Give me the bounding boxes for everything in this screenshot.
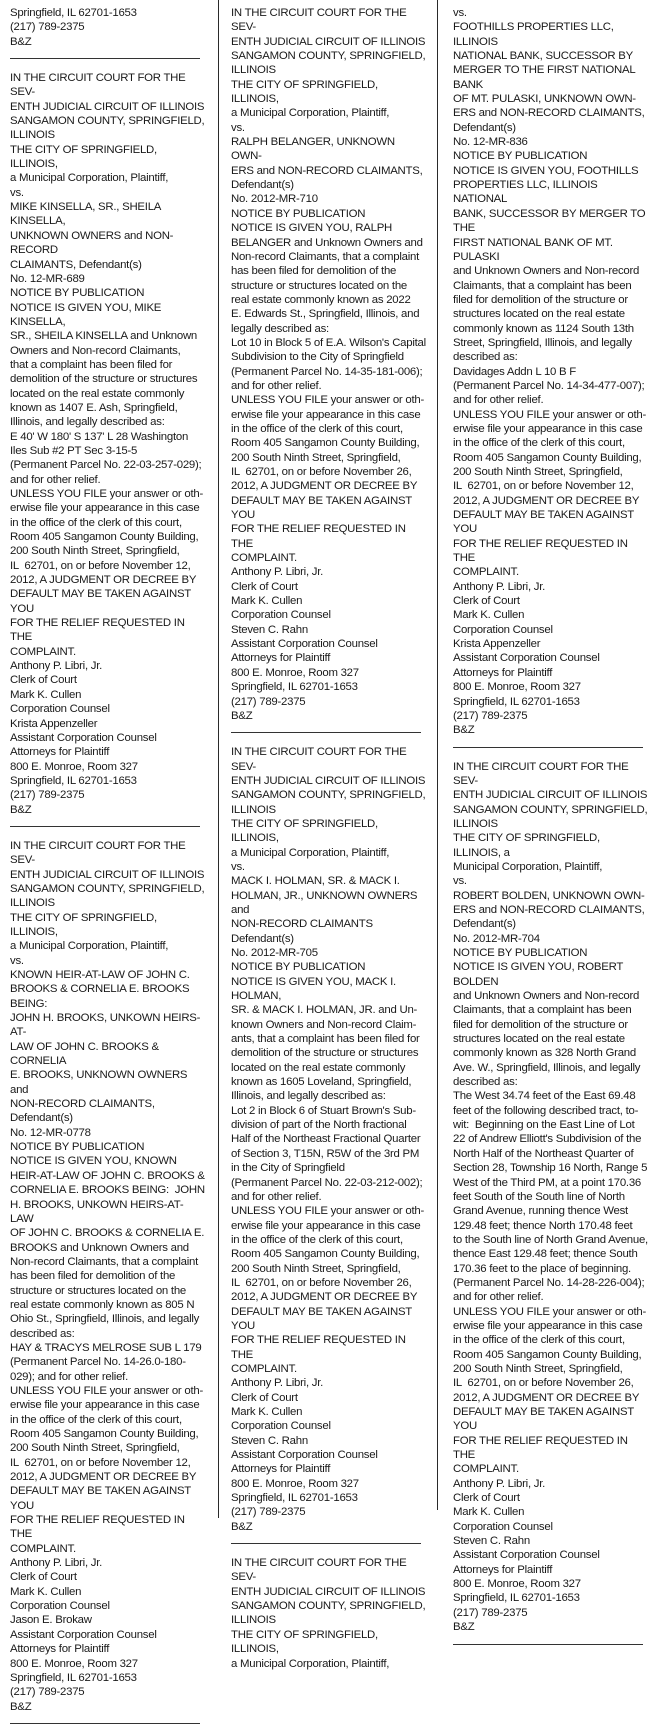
notice-bolden: IN THE CIRCUIT COURT FOR THE SEV- ENTH JUDICIAL CIRCUIT OF ILLINOIS SANGAMON COUNTY, SPRINGFIELD, ILLINOIS THE CITY OF SPRINGFIELD, ILLINOIS, a Municipal Corporation, Plaintiff, vs. ROBERT BOLDEN, UNKNOWN OWN- ERS and NON-RECORD CLAIMANTS, Defendant(s) No. 2012-MR-704 NOTICE BY PUBLICATION NOTICE IS GIVEN YOU, ROBERT BOLDEN and Unknown Owners and Non-record Claimants, that a complaint has been filed for demolition of the structure or structures located on the real estate commonly known as 328 North Grand Ave. W., Springfield, Illinois, and legally described as: The West 34.74 feet of the East 69.48 feet of the following described tract, to- wit: Beginning on the East Line of Lot 22 of Andrew Elliott's Subdivision of the North Half of the Northeast Quarter of Section 28, Township 16 North, Range 5 West of the Third PM, at a point 170.36 feet South of the South line of North Grand Avenue, running thence West 129.48 feet; thence North 170.48 feet to the South line of North Grand Avenue, thence East 129.48 feet; thence South 170.36 feet to the place of beginning. (Permanent Parcel No. 14-28-226-004); and for other relief. UNLESS YOU FILE your answer or oth- erwise file your appearance in this case in the office of the clerk of this court, Room 405 Sangamon County Building, 200 South Ninth Street, Springfield, IL 62701, on or before November 26, 2012, A JUDGMENT OR DECREE BY DEFAULT MAY BE TAKEN AGAINST YOU FOR THE RELIEF REQUESTED IN THE COMPLAINT. Anthony P. Libri, Jr. Clerk of Court Mark K. Cullen Corporation Counsel Steven C. Rahn Assistant Corporation Counsel Attorneys for Plaintiff 800 E. Monroe, Room 327 Springfield, IL 62701-1653 (217) 789-2375 B&Z <box>453 760 648 1634</box>
notice-separator <box>231 1543 421 1544</box>
notice-continuation: Springfield, IL 62701-1653 (217) 789-2375 B&Z <box>10 7 137 48</box>
notice-separator <box>453 1644 643 1645</box>
notice-brooks: IN THE CIRCUIT COURT FOR THE SEV- ENTH JUDICIAL CIRCUIT OF ILLINOIS SANGAMON COUNTY, SPRINGFIELD, ILLINOIS THE CITY OF SPRINGFIELD, ILLINOIS, a Municipal Corporation, Plaintiff, vs. KNOWN HEIR-AT-LAW OF JOHN C. BROOKS & CORNELIA E. BROOKS BEING: JOHN H. BROOKS, UNKOWN HEIRS-AT- LAW OF JOHN C. BROOKS & CORNELIA E. BROOKS, UNKNOWN OWNERS and NON-RECORD CLAIMANTS, Defendant(s) No. 12-MR-0778 NOTICE BY PUBLICATION NOTICE IS GIVEN YOU, KNOWN HEIR-AT-LAW OF JOHN C. BROOKS & CORNELIA E. BROOKS BEING: JOHN H. BROOKS, UNKOWN HEIRS-AT-LAW OF JOHN C. BROOKS & CORNELIA E. BROOKS and Unknown Owners and Non-record Claimants, that a complaint has been filed for demolition of the structure or structures located on the real estate commonly known as 805 N Ohio St., Springfield, Illinois, and legally described as: HAY & TRACYS MELROSE SUB L 179 (Permanent Parcel No. 14-26.0-180- 029); and for other relief. UNLESS YOU FILE your answer or oth- erwise file your appearance in this case in the office of the clerk of this court, Room 405 Sangamon County Building, 200 South Ninth Street, Springfield, IL 62701, on or before November 12, 2012, A JUDGMENT OR DECREE BY DEFAULT MAY BE TAKEN AGAINST YOU FOR THE RELIEF REQUESTED IN THE COMPLAINT. Anthony P. Libri, Jr. Clerk of Court Mark K. Cullen Corporation Counsel Jason E. Brokaw Assistant Corporation Counsel Attorneys for Plaintiff 800 E. Monroe, Room 327 Springfield, IL 62701-1653 (217) 789-2375 B&Z <box>10 839 205 1713</box>
notice-separator <box>10 826 200 827</box>
notice-continued: IN THE CIRCUIT COURT FOR THE SEV- ENTH JUDICIAL CIRCUIT OF ILLINOIS SANGAMON COUNTY, SPRINGFIELD, ILLINOIS THE CITY OF SPRINGFIELD, ILLINOIS, a Municipal Corporation, Plaintiff, <box>231 1557 426 1670</box>
column-3 <box>453 6 649 1634</box>
notice-separator <box>231 732 421 733</box>
column-1 <box>10 6 206 1713</box>
column-2 <box>231 6 427 1670</box>
notice-separator <box>453 747 643 748</box>
notice-separator <box>10 58 200 59</box>
column-divider-2 <box>437 0 438 1510</box>
notice-holman: IN THE CIRCUIT COURT FOR THE SEV- ENTH JUDICIAL CIRCUIT OF ILLINOIS SANGAMON COUNTY, SPRINGFIELD, ILLINOIS THE CITY OF SPRINGFIELD, ILLINOIS, a Municipal Corporation, Plaintiff, vs. MACK I. HOLMAN, SR. & MACK I. HOLMAN, JR., UNKNOWN OWNERS and NON-RECORD CLAIMANTS Defendant(s) No. 2012-MR-705 NOTICE BY PUBLICATION NOTICE IS GIVEN YOU, MACK I. HOLMAN, SR. & MACK I. HOLMAN, JR. and Un- known Owners and Non-record Claim- ants, that a complaint has been filed for demolition of the structure or structures located on the real estate commonly known as 1605 Loveland, Springfield, Illinois, and legally described as: Lot 2 in Block 6 of Stuart Brown's Sub- division of part of the North fractional Half of the Northeast Fractional Quarter of Section 3, T15N, R5W of the 3rd PM in the City of Springfield (Permanent Parcel No. 22-03-212-002); and for other relief. UNLESS YOU FILE your answer or oth- erwise file your appearance in this case in the office of the clerk of this court, Room 405 Sangamon County Building, 200 South Ninth Street, Springfield, IL 62701, on or before November 26, 2012, A JUDGMENT OR DECREE BY DEFAULT MAY BE TAKEN AGAINST YOU FOR THE RELIEF REQUESTED IN THE COMPLAINT. Anthony P. Libri, Jr. Clerk of Court Mark K. Cullen Corporation Counsel Steven C. Rahn Assistant Corporation Counsel Attorneys for Plaintiff 800 E. Monroe, Room 327 Springfield, IL 62701-1653 (217) 789-2375 B&Z <box>231 746 426 1533</box>
column-divider-1 <box>218 0 219 1518</box>
notice-foothills: vs. FOOTHILLS PROPERTIES LLC, ILLINOIS NATIONAL BANK, SUCCESSOR BY MERGER TO THE FIRST NATIONAL BANK OF MT. PULASKI, UNKNOWN OWN- ERS and NON-RECORD CLAIMANTS, Defendant(s) No. 12-MR-836 NOTICE BY PUBLICATION NOTICE IS GIVEN YOU, FOOTHILLS PROPERTIES LLC, ILLINOIS NATIONAL BANK, SUCCESSOR BY MERGER TO THE FIRST NATIONAL BANK OF MT. PULASKI and Unknown Owners and Non-record Claimants, that a complaint has been filed for demolition of the structure or structures located on the real estate commonly known as 1124 South 13th Street, Springfield, Illinois, and legally described as: Davidages Addn L 10 B F (Permanent Parcel No. 14-34-477-007); and for other relief. UNLESS YOU FILE your answer or oth- erwise file your appearance in this case in the office of the clerk of this court, Room 405 Sangamon County Building, 200 South Ninth Street, Springfield, IL 62701, on or before November 12, 2012, A JUDGMENT OR DECREE BY DEFAULT MAY BE TAKEN AGAINST YOU FOR THE RELIEF REQUESTED IN THE COMPLAINT. Anthony P. Libri, Jr. Clerk of Court Mark K. Cullen Corporation Counsel Krista Appenzeller Assistant Corporation Counsel Attorneys for Plaintiff 800 E. Monroe, Room 327 Springfield, IL 62701-1653 (217) 789-2375 B&Z <box>453 7 646 737</box>
notice-kinsella: IN THE CIRCUIT COURT FOR THE SEV- ENTH JUDICIAL CIRCUIT OF ILLINOIS SANGAMON COUNTY, SPRINGFIELD, ILLINOIS THE CITY OF SPRINGFIELD, ILLINOIS, a Municipal Corporation, Plaintiff, vs. MIKE KINSELLA, SR., SHEILA KINSELLA, UNKNOWN OWNERS and NON-RECORD CLAIMANTS, Defendant(s) No. 12-MR-689 NOTICE BY PUBLICATION NOTICE IS GIVEN YOU, MIKE KINSELLA, SR., SHEILA KINSELLA and Unknown Owners and Non-record Claimants, that a complaint has been filed for demolition of the structure or structures located on the real estate commonly known as 1407 E. Ash, Springfield, Illinois, and legally described as: E 40' W 180' S 137' L 28 Washington Iles Sub #2 PT Sec 3-15-5 (Permanent Parcel No. 22-03-257-029); and for other relief. UNLESS YOU FILE your answer or oth- erwise file your appearance in this case in the office of the clerk of this court, Room 405 Sangamon County Building, 200 South Ninth Street, Springfield, IL 62701, on or before November 12, 2012, A JUDGMENT OR DECREE BY DEFAULT MAY BE TAKEN AGAINST YOU FOR THE RELIEF REQUESTED IN THE COMPLAINT. Anthony P. Libri, Jr. Clerk of Court Mark K. Cullen Corporation Counsel Krista Appenzeller Assistant Corporation Counsel Attorneys for Plaintiff 800 E. Monroe, Room 327 Springfield, IL 62701-1653 (217) 789-2375 B&Z <box>10 72 205 816</box>
notice-belanger: IN THE CIRCUIT COURT FOR THE SEV- ENTH JUDICIAL CIRCUIT OF ILLINOIS SANGAMON COUNTY, SPRINGFIELD, ILLINOIS THE CITY OF SPRINGFIELD, ILLINOIS, a Municipal Corporation, Plaintiff, vs. RALPH BELANGER, UNKNOWN OWN- ERS and NON-RECORD CLAIMANTS, Defendant(s) No. 2012-MR-710 NOTICE BY PUBLICATION NOTICE IS GIVEN YOU, RALPH BELANGER and Unknown Owners and Non-record Claimants, that a complaint has been filed for demolition of the structure or structures located on the real estate commonly known as 2022 E. Edwards St., Springfield, Illinois, and legally described as: Lot 10 in Block 5 of E.A. Wilson's Capital Subdivision to the City of Springfield (Permanent Parcel No. 14-35-181-006); and for other relief. UNLESS YOU FILE your answer or oth- erwise file your appearance in this case in the office of the clerk of this court, Room 405 Sangamon County Building, 200 South Ninth Street, Springfield, IL 62701, on or before November 26, 2012, A JUDGMENT OR DECREE BY DEFAULT MAY BE TAKEN AGAINST YOU FOR THE RELIEF REQUESTED IN THE COMPLAINT. Anthony P. Libri, Jr. Clerk of Court Mark K. Cullen Corporation Counsel Steven C. Rahn Assistant Corporation Counsel Attorneys for Plaintiff 800 E. Monroe, Room 327 Springfield, IL 62701-1653 (217) 789-2375 B&Z <box>231 7 426 722</box>
